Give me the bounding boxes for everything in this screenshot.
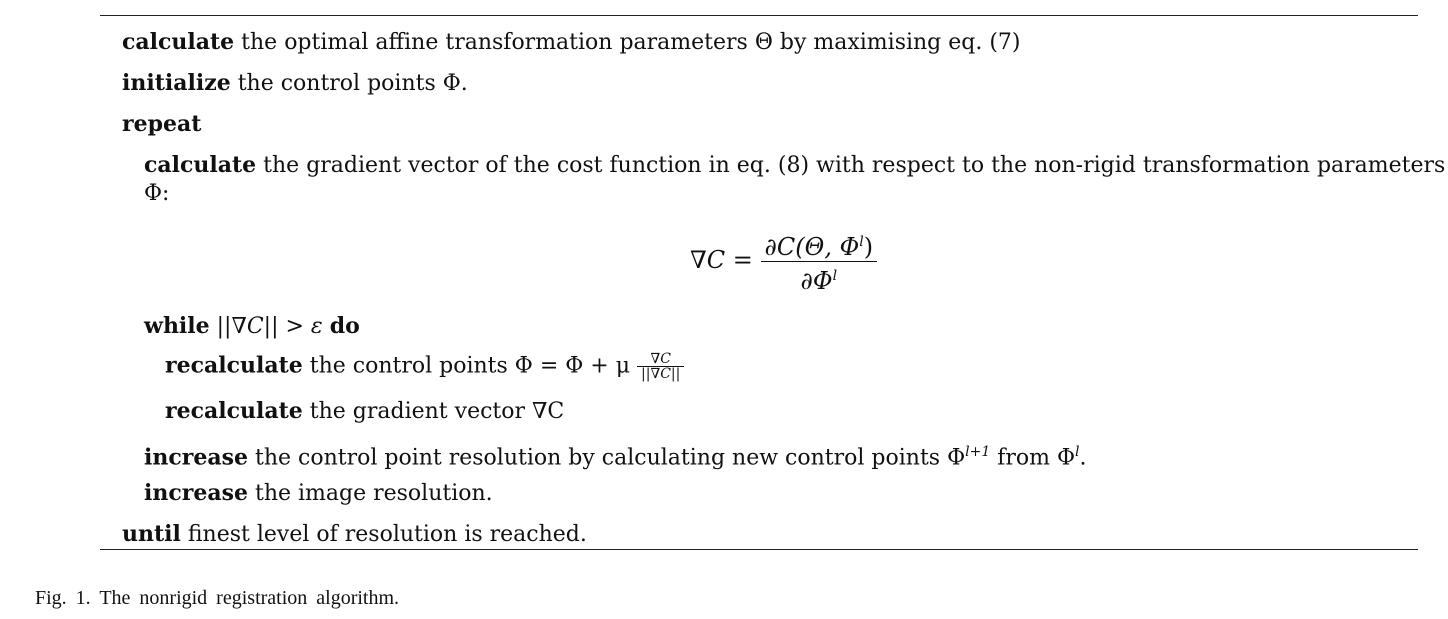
- keyword: repeat: [122, 111, 202, 137]
- line-text: finest level of resolution is reached.: [180, 522, 587, 547]
- bottom-rule: [100, 549, 1418, 550]
- keyword-do: do: [329, 313, 360, 339]
- keyword: initialize: [122, 70, 231, 96]
- line-text: Φ:: [144, 181, 170, 206]
- keyword: while: [144, 313, 210, 339]
- keyword: recalculate: [165, 398, 303, 424]
- line-text: the image resolution.: [247, 481, 493, 506]
- step-size-fraction: $\frac{\nabla C}{||\nabla C||}$: [637, 352, 684, 381]
- figure-caption: Fig. 1. The nonrigid registration algorithm.: [35, 587, 400, 609]
- equation-lhs: ∇C =: [690, 246, 761, 274]
- line-text: .: [1079, 445, 1087, 471]
- equation-denominator: $\partial\Phi^l$: [800, 267, 838, 295]
- line-text: from Φ: [990, 445, 1076, 471]
- algorithm-line-until: [122, 521, 587, 548]
- equation-fraction: [761, 228, 878, 295]
- algorithm-line-4: [144, 152, 1445, 179]
- line-text: the control points Φ = Φ + μ: [302, 353, 631, 379]
- top-rule: [100, 15, 1418, 16]
- algorithm-line-increase-1: [144, 439, 1087, 471]
- algorithm-line-4-cont: [144, 181, 169, 207]
- superscript: l: [1075, 444, 1080, 460]
- algorithm-line-1: [122, 29, 1021, 56]
- line-text: ||∇C|| > ε: [209, 314, 330, 339]
- algorithm-line-recalc-1: [165, 352, 684, 381]
- line-text: the gradient vector ∇C: [302, 399, 565, 424]
- line-text: the control point resolution by calculating new control points Φ: [247, 445, 966, 471]
- algorithm-line-increase-2: [144, 480, 493, 507]
- algorithm-line-3: [122, 111, 201, 138]
- line-text: the gradient vector of the cost function in eq. (8) with respect to the non-rigid transformation parameters: [256, 153, 1446, 178]
- gradient-equation: [690, 228, 877, 295]
- keyword: increase: [144, 444, 248, 471]
- keyword: until: [122, 521, 181, 547]
- keyword: increase: [144, 480, 248, 506]
- keyword: recalculate: [165, 352, 303, 379]
- algorithm-line-2: [122, 70, 468, 97]
- algorithm-line-while: [144, 313, 360, 340]
- line-text: the optimal affine transformation parameters Θ by maximising eq. (7): [234, 30, 1021, 55]
- keyword: calculate: [144, 152, 257, 178]
- keyword: calculate: [122, 29, 235, 55]
- algorithm-line-recalc-2: [165, 398, 564, 425]
- line-text: the control points Φ.: [230, 71, 468, 96]
- equation-numerator: ∂C(Θ, $\Phi^l$): [761, 228, 878, 262]
- superscript: l+1: [965, 444, 991, 460]
